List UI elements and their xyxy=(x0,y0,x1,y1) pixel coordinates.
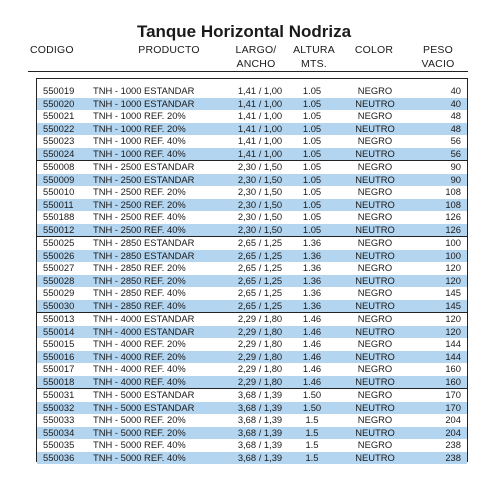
row-peso: 56 xyxy=(450,147,461,159)
row-peso: 204 xyxy=(445,426,461,438)
row-peso: 90 xyxy=(450,173,461,185)
table-row xyxy=(37,224,467,237)
table-row xyxy=(37,312,467,326)
row-dimensiones: 1,41 / 1,00 xyxy=(237,135,283,146)
table-row xyxy=(37,148,467,161)
table-body xyxy=(37,85,467,464)
row-codigo: 550014 xyxy=(43,325,75,337)
row-peso: 170 xyxy=(445,401,461,413)
row-codigo: 550021 xyxy=(43,110,75,121)
row-altura: 1.05 xyxy=(302,85,322,96)
row-color: NEGRO xyxy=(357,237,393,248)
row-peso: 100 xyxy=(445,237,461,248)
row-peso: 56 xyxy=(450,135,461,146)
header-peso-label: PESO xyxy=(423,44,453,56)
row-dimensiones: 2,29 / 1,80 xyxy=(237,363,283,374)
row-codigo: 550025 xyxy=(43,237,75,248)
row-dimensiones: 2,29 / 1,80 xyxy=(237,350,283,362)
row-altura: 1.05 xyxy=(302,173,322,185)
row-color: NEGRO xyxy=(357,110,393,121)
row-altura: 1.05 xyxy=(302,211,322,222)
row-color: NEUTRO xyxy=(355,97,395,109)
row-altura: 1.46 xyxy=(302,363,322,374)
row-altura: 1.5 xyxy=(305,426,319,438)
row-producto: TNH - 1000 REF. 20% xyxy=(93,122,186,134)
row-altura: 1.36 xyxy=(302,287,322,298)
row-codigo: 550024 xyxy=(43,147,75,159)
row-altura: 1.05 xyxy=(302,147,322,159)
row-dimensiones: 3,68 / 1,39 xyxy=(237,426,283,438)
row-color: NEGRO xyxy=(357,262,393,273)
row-color: NEUTRO xyxy=(355,325,395,337)
row-altura: 1.5 xyxy=(305,414,319,425)
row-color: NEGRO xyxy=(357,186,393,197)
row-codigo: 550031 xyxy=(43,389,75,400)
row-dimensiones: 2,30 / 1,50 xyxy=(237,186,283,197)
row-codigo: 550019 xyxy=(43,85,75,96)
row-peso: 120 xyxy=(445,262,461,273)
row-codigo: 550034 xyxy=(43,426,75,438)
row-peso: 40 xyxy=(450,85,461,96)
row-altura: 1.05 xyxy=(302,198,322,210)
row-dimensiones: 2,29 / 1,80 xyxy=(237,313,283,324)
row-dimensiones: 3,68 / 1,39 xyxy=(237,439,283,450)
row-producto: TNH - 4000 REF. 20% xyxy=(93,338,186,349)
header-color-label: COLOR xyxy=(354,44,394,56)
row-producto: TNH - 5000 REF. 20% xyxy=(93,414,186,425)
row-altura: 1.50 xyxy=(302,401,322,413)
row-color: NEGRO xyxy=(357,313,393,324)
row-dimensiones: 2,29 / 1,80 xyxy=(237,338,283,349)
row-peso: 108 xyxy=(445,186,461,197)
row-altura: 1.5 xyxy=(305,451,319,463)
row-codigo: 550018 xyxy=(43,375,75,387)
row-altura: 1.36 xyxy=(302,274,322,286)
row-dimensiones: 3,68 / 1,39 xyxy=(237,389,283,400)
row-color: NEGRO xyxy=(357,389,393,400)
row-producto: TNH - 2500 ESTANDAR xyxy=(93,161,195,172)
row-altura: 1.46 xyxy=(302,338,322,349)
table-row xyxy=(37,363,467,376)
table-row xyxy=(37,452,467,465)
row-color: NEGRO xyxy=(357,287,393,298)
row-dimensiones: 2,30 / 1,50 xyxy=(237,173,283,185)
row-altura: 1.46 xyxy=(302,313,322,324)
row-codigo: 550026 xyxy=(43,249,75,261)
row-altura: 1.05 xyxy=(302,122,322,134)
row-producto: TNH - 2850 REF. 40% xyxy=(93,287,186,298)
row-codigo: 550027 xyxy=(43,262,75,273)
row-altura: 1.36 xyxy=(302,262,322,273)
row-color: NEUTRO xyxy=(355,122,395,134)
row-dimensiones: 1,41 / 1,00 xyxy=(237,110,283,121)
row-peso: 160 xyxy=(445,375,461,387)
row-producto: TNH - 4000 ESTANDAR xyxy=(93,313,195,324)
row-codigo: 550011 xyxy=(43,198,74,210)
header-peso xyxy=(418,43,458,71)
row-color: NEGRO xyxy=(357,161,393,172)
row-codigo: 550028 xyxy=(43,274,75,286)
row-peso: 238 xyxy=(445,451,461,463)
row-dimensiones: 1,41 / 1,00 xyxy=(237,85,283,96)
row-producto: TNH - 2500 ESTANDAR xyxy=(93,173,195,185)
row-producto: TNH - 1000 REF. 20% xyxy=(93,110,186,121)
row-peso: 126 xyxy=(445,223,461,235)
row-dimensiones: 2,65 / 1,25 xyxy=(237,287,283,298)
row-peso: 145 xyxy=(445,299,461,311)
row-producto: TNH - 5000 REF. 40% xyxy=(93,439,186,450)
header-altura-label: ALTURA xyxy=(293,44,335,56)
header-producto xyxy=(134,43,204,57)
header-color xyxy=(352,43,396,57)
row-peso: 170 xyxy=(445,389,461,400)
row-dimensiones: 2,30 / 1,50 xyxy=(237,223,283,235)
header-divider xyxy=(28,71,468,72)
table-row xyxy=(37,211,467,224)
table-row xyxy=(37,236,467,250)
row-color: NEGRO xyxy=(357,363,393,374)
row-codigo: 550029 xyxy=(43,287,75,298)
row-producto: TNH - 4000 REF. 40% xyxy=(93,363,186,374)
row-dimensiones: 2,65 / 1,25 xyxy=(237,274,283,286)
row-color: NEUTRO xyxy=(355,401,395,413)
row-color: NEUTRO xyxy=(355,451,395,463)
row-producto: TNH - 2500 REF. 40% xyxy=(93,211,186,222)
table-row xyxy=(37,388,467,402)
row-producto: TNH - 1000 REF. 40% xyxy=(93,147,186,159)
row-altura: 1.05 xyxy=(302,223,322,235)
row-producto: TNH - 1000 REF. 40% xyxy=(93,135,186,146)
row-peso: 145 xyxy=(445,287,461,298)
row-color: NEUTRO xyxy=(355,249,395,261)
row-producto: TNH - 4000 REF. 20% xyxy=(93,350,186,362)
row-dimensiones: 1,41 / 1,00 xyxy=(237,97,283,109)
row-dimensiones: 2,65 / 1,25 xyxy=(237,299,283,311)
row-dimensiones: 2,29 / 1,80 xyxy=(237,325,283,337)
row-peso: 120 xyxy=(445,325,461,337)
table-row xyxy=(37,135,467,148)
row-producto: TNH - 1000 ESTANDAR xyxy=(93,97,195,109)
row-dimensiones: 2,30 / 1,50 xyxy=(237,198,283,210)
row-codigo: 550013 xyxy=(43,313,75,324)
row-color: NEGRO xyxy=(357,414,393,425)
row-peso: 144 xyxy=(445,338,461,349)
row-dimensiones: 3,68 / 1,39 xyxy=(237,451,283,463)
row-peso: 48 xyxy=(450,110,461,121)
row-altura: 1.36 xyxy=(302,237,322,248)
table-row xyxy=(37,262,467,275)
table-row xyxy=(37,439,467,452)
row-producto: TNH - 2850 ESTANDAR xyxy=(93,249,195,261)
table-row xyxy=(37,376,467,389)
product-table xyxy=(36,78,468,462)
row-codigo: 550033 xyxy=(43,414,75,425)
table-row xyxy=(37,110,467,123)
table-row xyxy=(37,160,467,174)
row-altura: 1.05 xyxy=(302,161,322,172)
row-color: NEGRO xyxy=(357,85,393,96)
row-codigo: 550015 xyxy=(43,338,75,349)
row-peso: 238 xyxy=(445,439,461,450)
row-altura: 1.50 xyxy=(302,389,322,400)
row-producto: TNH - 4000 ESTANDAR xyxy=(93,325,195,337)
row-codigo: 550030 xyxy=(43,299,75,311)
row-dimensiones: 3,68 / 1,39 xyxy=(237,414,283,425)
page-title: Tanque Horizontal Nodriza xyxy=(136,22,352,41)
row-altura: 1.36 xyxy=(302,249,322,261)
row-color: NEUTRO xyxy=(355,274,395,286)
row-codigo: 550017 xyxy=(43,363,75,374)
row-color: NEUTRO xyxy=(355,299,395,311)
row-codigo: 550023 xyxy=(43,135,75,146)
table-row xyxy=(37,250,467,263)
row-peso: 120 xyxy=(445,313,461,324)
table-row xyxy=(37,287,467,300)
row-dimensiones: 2,30 / 1,50 xyxy=(237,211,283,222)
row-color: NEUTRO xyxy=(355,147,395,159)
table-row xyxy=(37,427,467,440)
header-ancho-label: ANCHO xyxy=(236,58,276,70)
header-largo-ancho xyxy=(232,43,280,71)
row-codigo: 550035 xyxy=(43,439,75,450)
row-producto: TNH - 2850 REF. 40% xyxy=(93,299,186,311)
table-row xyxy=(37,123,467,136)
table-row xyxy=(37,402,467,415)
row-producto: TNH - 4000 REF. 40% xyxy=(93,375,186,387)
table-row xyxy=(37,414,467,427)
table-row xyxy=(37,186,467,199)
row-altura: 1.46 xyxy=(302,375,322,387)
row-producto: TNH - 5000 REF. 20% xyxy=(93,426,186,438)
row-producto: TNH - 2850 ESTANDAR xyxy=(93,237,195,248)
row-codigo: 550032 xyxy=(43,401,75,413)
row-color: NEUTRO xyxy=(355,426,395,438)
row-altura: 1.46 xyxy=(302,350,322,362)
row-color: NEGRO xyxy=(357,338,393,349)
header-vacio-label: VACIO xyxy=(421,58,455,70)
row-peso: 144 xyxy=(445,350,461,362)
row-peso: 108 xyxy=(445,198,461,210)
row-peso: 204 xyxy=(445,414,461,425)
row-dimensiones: 2,30 / 1,50 xyxy=(237,161,283,172)
row-producto: TNH - 1000 ESTANDAR xyxy=(93,85,195,96)
header-producto-label: PRODUCTO xyxy=(138,44,200,56)
header-altura xyxy=(289,43,339,71)
row-producto: TNH - 5000 REF. 40% xyxy=(93,451,186,463)
row-peso: 126 xyxy=(445,211,461,222)
row-color: NEUTRO xyxy=(355,350,395,362)
row-producto: TNH - 2500 REF. 40% xyxy=(93,223,186,235)
row-dimensiones: 2,65 / 1,25 xyxy=(237,249,283,261)
row-producto: TNH - 2500 REF. 20% xyxy=(93,198,186,210)
header-codigo xyxy=(30,43,76,57)
row-altura: 1.46 xyxy=(302,325,322,337)
row-codigo: 550022 xyxy=(43,122,75,134)
row-producto: TNH - 2850 REF. 20% xyxy=(93,262,186,273)
row-peso: 120 xyxy=(445,274,461,286)
row-codigo: 550010 xyxy=(43,186,75,197)
row-dimensiones: 2,65 / 1,25 xyxy=(237,237,283,248)
row-altura: 1.05 xyxy=(302,110,322,121)
row-dimensiones: 1,41 / 1,00 xyxy=(237,122,283,134)
row-codigo: 550012 xyxy=(43,223,75,235)
row-peso: 90 xyxy=(450,161,461,172)
row-color: NEGRO xyxy=(357,439,393,450)
row-dimensiones: 2,29 / 1,80 xyxy=(237,375,283,387)
row-dimensiones: 1,41 / 1,00 xyxy=(237,147,283,159)
row-altura: 1.36 xyxy=(302,299,322,311)
table-row xyxy=(37,199,467,212)
row-peso: 100 xyxy=(445,249,461,261)
table-row xyxy=(37,98,467,111)
row-codigo: 550009 xyxy=(43,173,75,185)
row-altura: 1.5 xyxy=(305,439,319,450)
row-color: NEGRO xyxy=(357,135,393,146)
row-producto: TNH - 2500 REF. 20% xyxy=(93,186,186,197)
row-peso: 40 xyxy=(450,97,461,109)
row-codigo: 550188 xyxy=(43,211,75,222)
row-dimensiones: 2,65 / 1,25 xyxy=(237,262,283,273)
row-codigo: 550008 xyxy=(43,161,75,172)
row-codigo: 550016 xyxy=(43,350,75,362)
row-color: NEUTRO xyxy=(355,173,395,185)
table-row xyxy=(37,300,467,313)
row-dimensiones: 3,68 / 1,39 xyxy=(237,401,283,413)
row-altura: 1.05 xyxy=(302,97,322,109)
table-row xyxy=(37,338,467,351)
table-row xyxy=(37,85,467,98)
table-row xyxy=(37,174,467,187)
row-codigo: 550020 xyxy=(43,97,75,109)
table-row xyxy=(37,351,467,364)
row-altura: 1.05 xyxy=(302,135,322,146)
row-altura: 1.05 xyxy=(302,186,322,197)
table-row xyxy=(37,275,467,288)
table-row xyxy=(37,326,467,339)
row-color: NEUTRO xyxy=(355,223,395,235)
row-peso: 160 xyxy=(445,363,461,374)
row-color: NEUTRO xyxy=(355,198,395,210)
header-codigo-label: CODIGO xyxy=(30,44,74,56)
header-mts-label: MTS. xyxy=(301,58,327,70)
row-peso: 48 xyxy=(450,122,461,134)
row-color: NEUTRO xyxy=(355,375,395,387)
row-producto: TNH - 5000 ESTANDAR xyxy=(93,389,195,400)
header-largo-label: LARGO/ xyxy=(235,44,277,56)
row-producto: TNH - 2850 REF. 20% xyxy=(93,274,186,286)
row-codigo: 550036 xyxy=(43,451,75,463)
row-color: NEGRO xyxy=(357,211,393,222)
row-producto: TNH - 5000 ESTANDAR xyxy=(93,401,195,413)
